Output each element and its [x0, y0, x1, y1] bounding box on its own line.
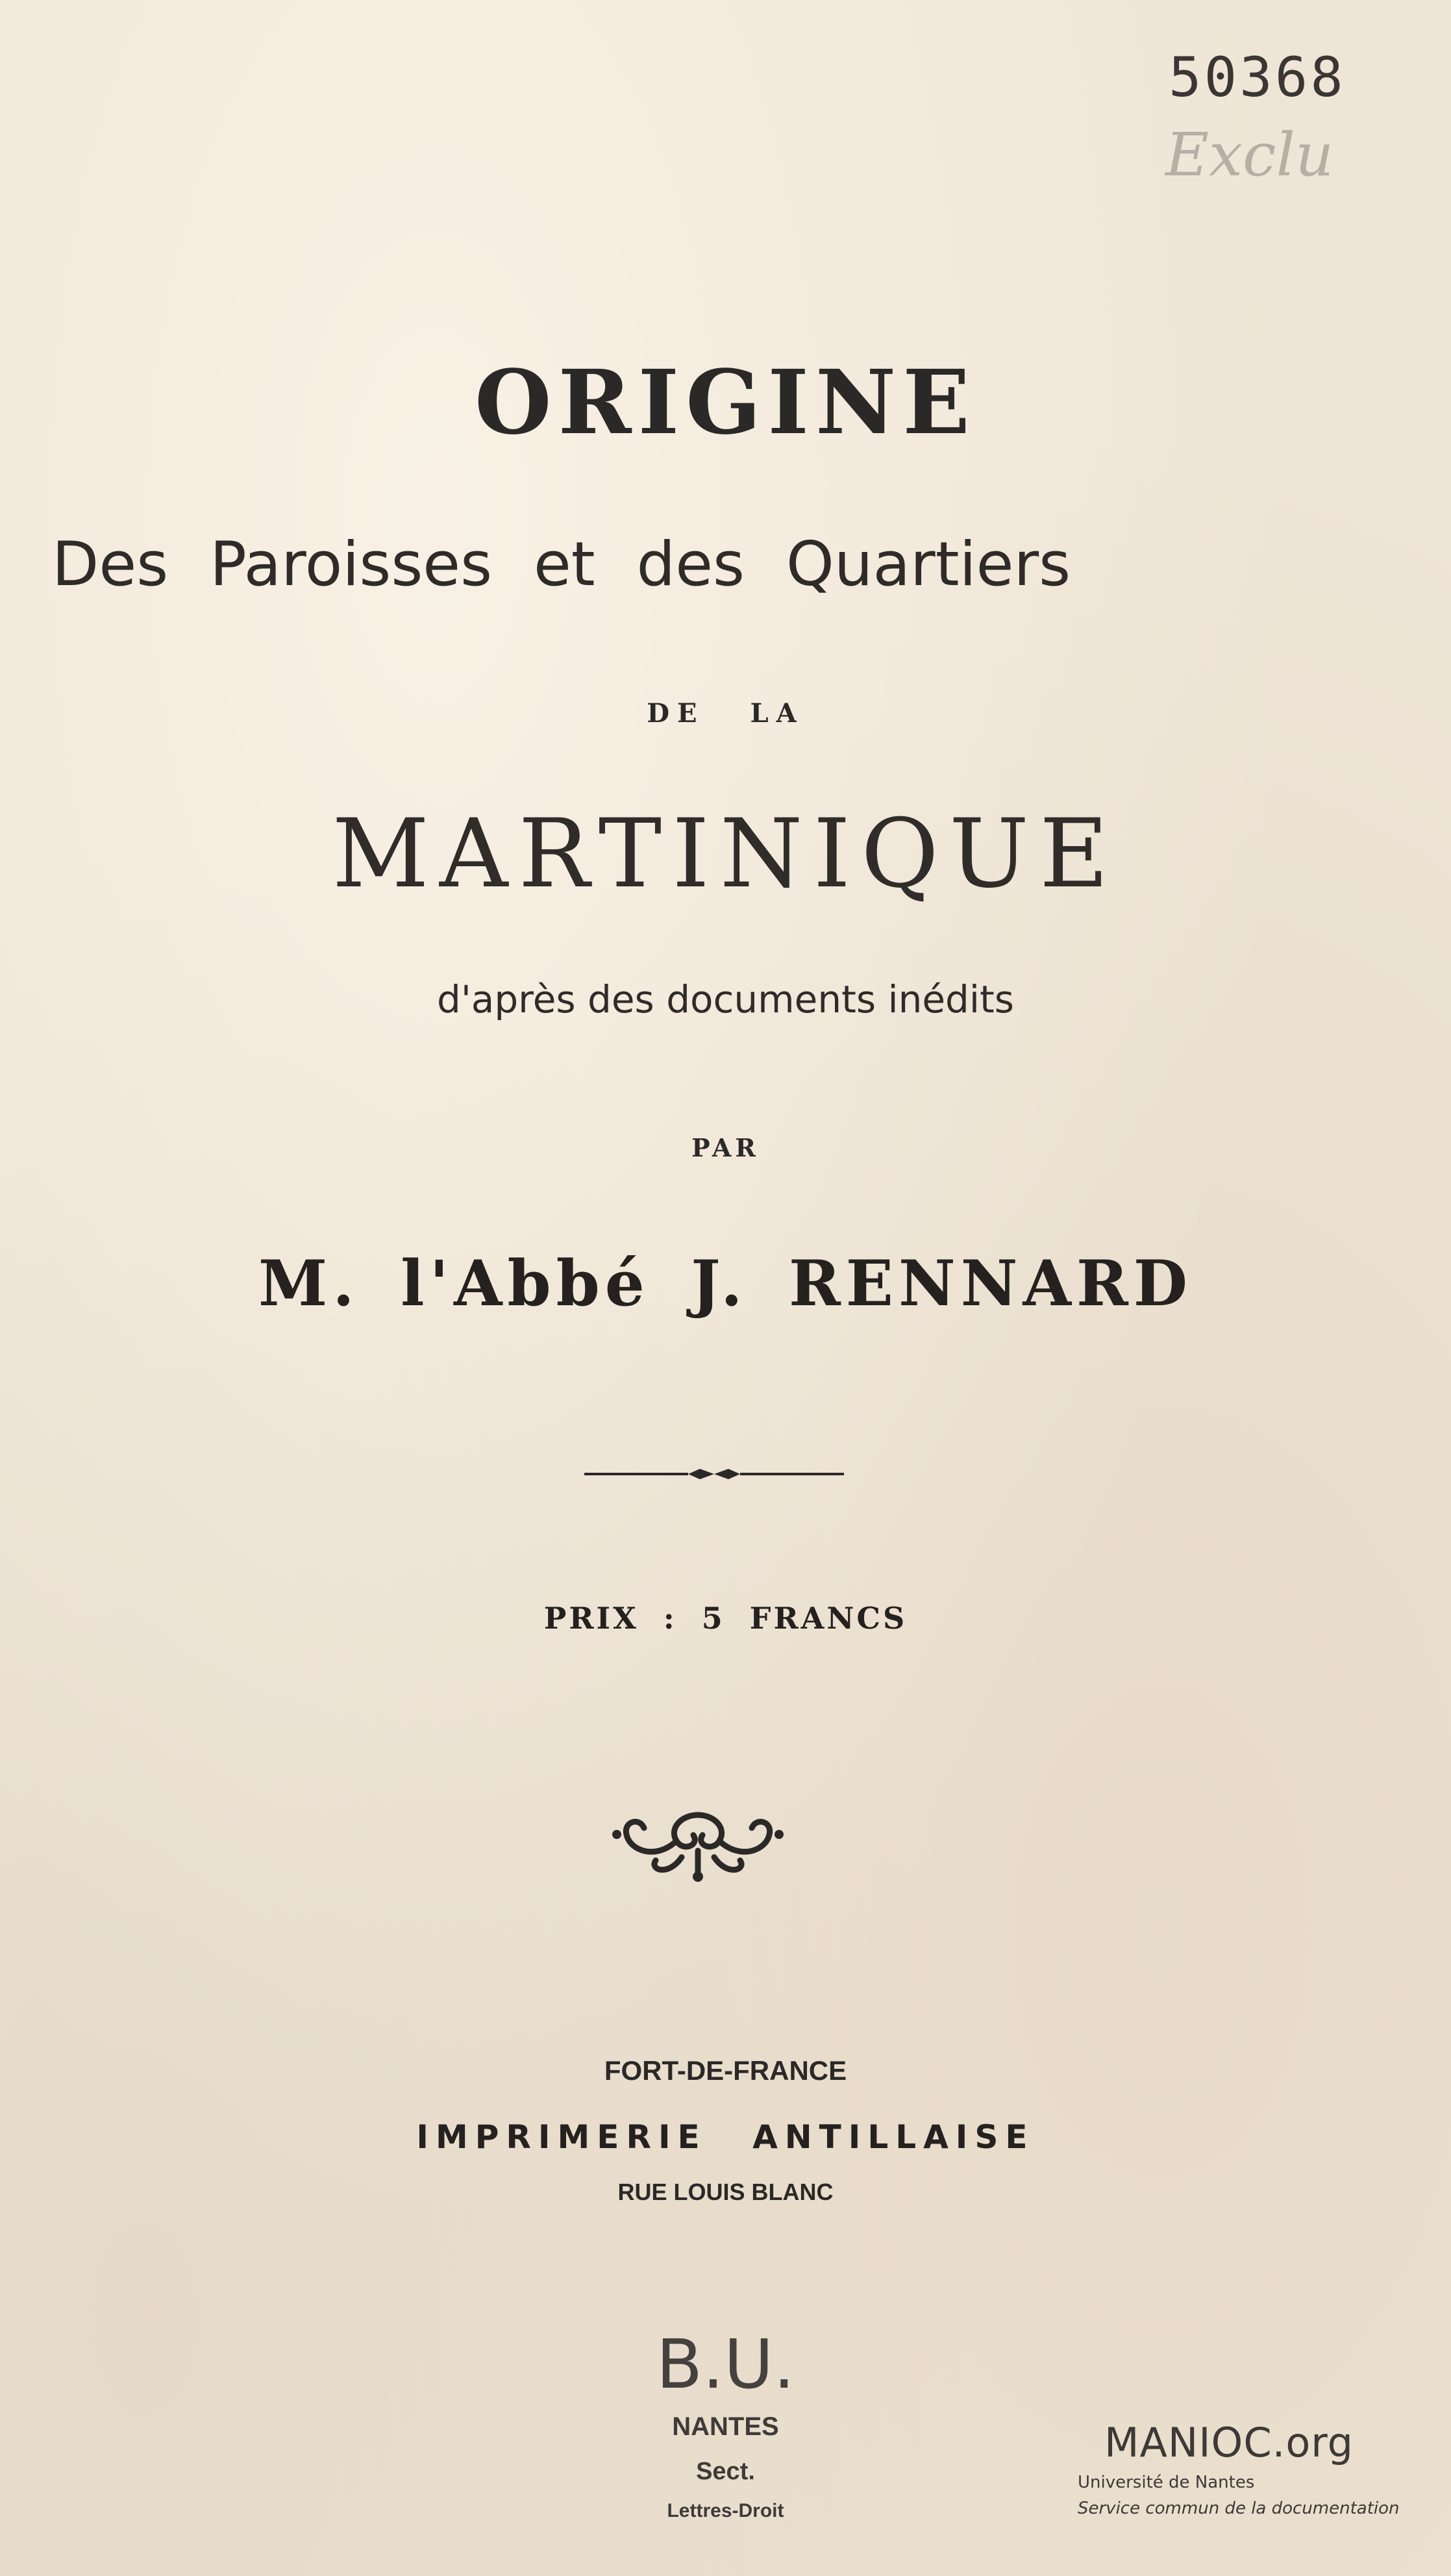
manioc-institution: Université de Nantes [1078, 2473, 1255, 2492]
byline-par: PAR [691, 1133, 760, 1162]
author-name: M. l'Abbé J. RENNARD [258, 1247, 1193, 1320]
imprint-city: FORT-DE-FRANCE [604, 2055, 847, 2086]
title-main: ORIGINE [475, 351, 976, 455]
title-connector: DE LA [647, 698, 804, 729]
handwritten-note: Exclu [1165, 120, 1334, 190]
source-line: d'après des documents inédits [437, 977, 1014, 1021]
imprint-street: RUE LOUIS BLANC [617, 2179, 834, 2205]
fleuron-ornament-icon [604, 1799, 792, 1883]
title-subtitle: Des Paroisses et des Quartiers [52, 529, 1071, 600]
imprint-printer: IMPRIMERIE ANTILLAISE [416, 2118, 1035, 2156]
manioc-service: Service commun de la documentation [1078, 2499, 1400, 2518]
library-stamp-department: Lettres-Droit [667, 2500, 784, 2521]
library-stamp-bu: B.U. [656, 2325, 795, 2404]
decorative-rule [584, 1466, 844, 1482]
library-stamp-section: Sect. [696, 2458, 755, 2485]
catalog-number: 50368 [1169, 45, 1346, 109]
price-label: PRIX : 5 FRANCS [543, 1601, 908, 1636]
library-stamp-city: NANTES [672, 2412, 779, 2441]
manioc-logo: MANIOC.org [1104, 2419, 1354, 2466]
title-place: MARTINIQUE [332, 799, 1119, 909]
